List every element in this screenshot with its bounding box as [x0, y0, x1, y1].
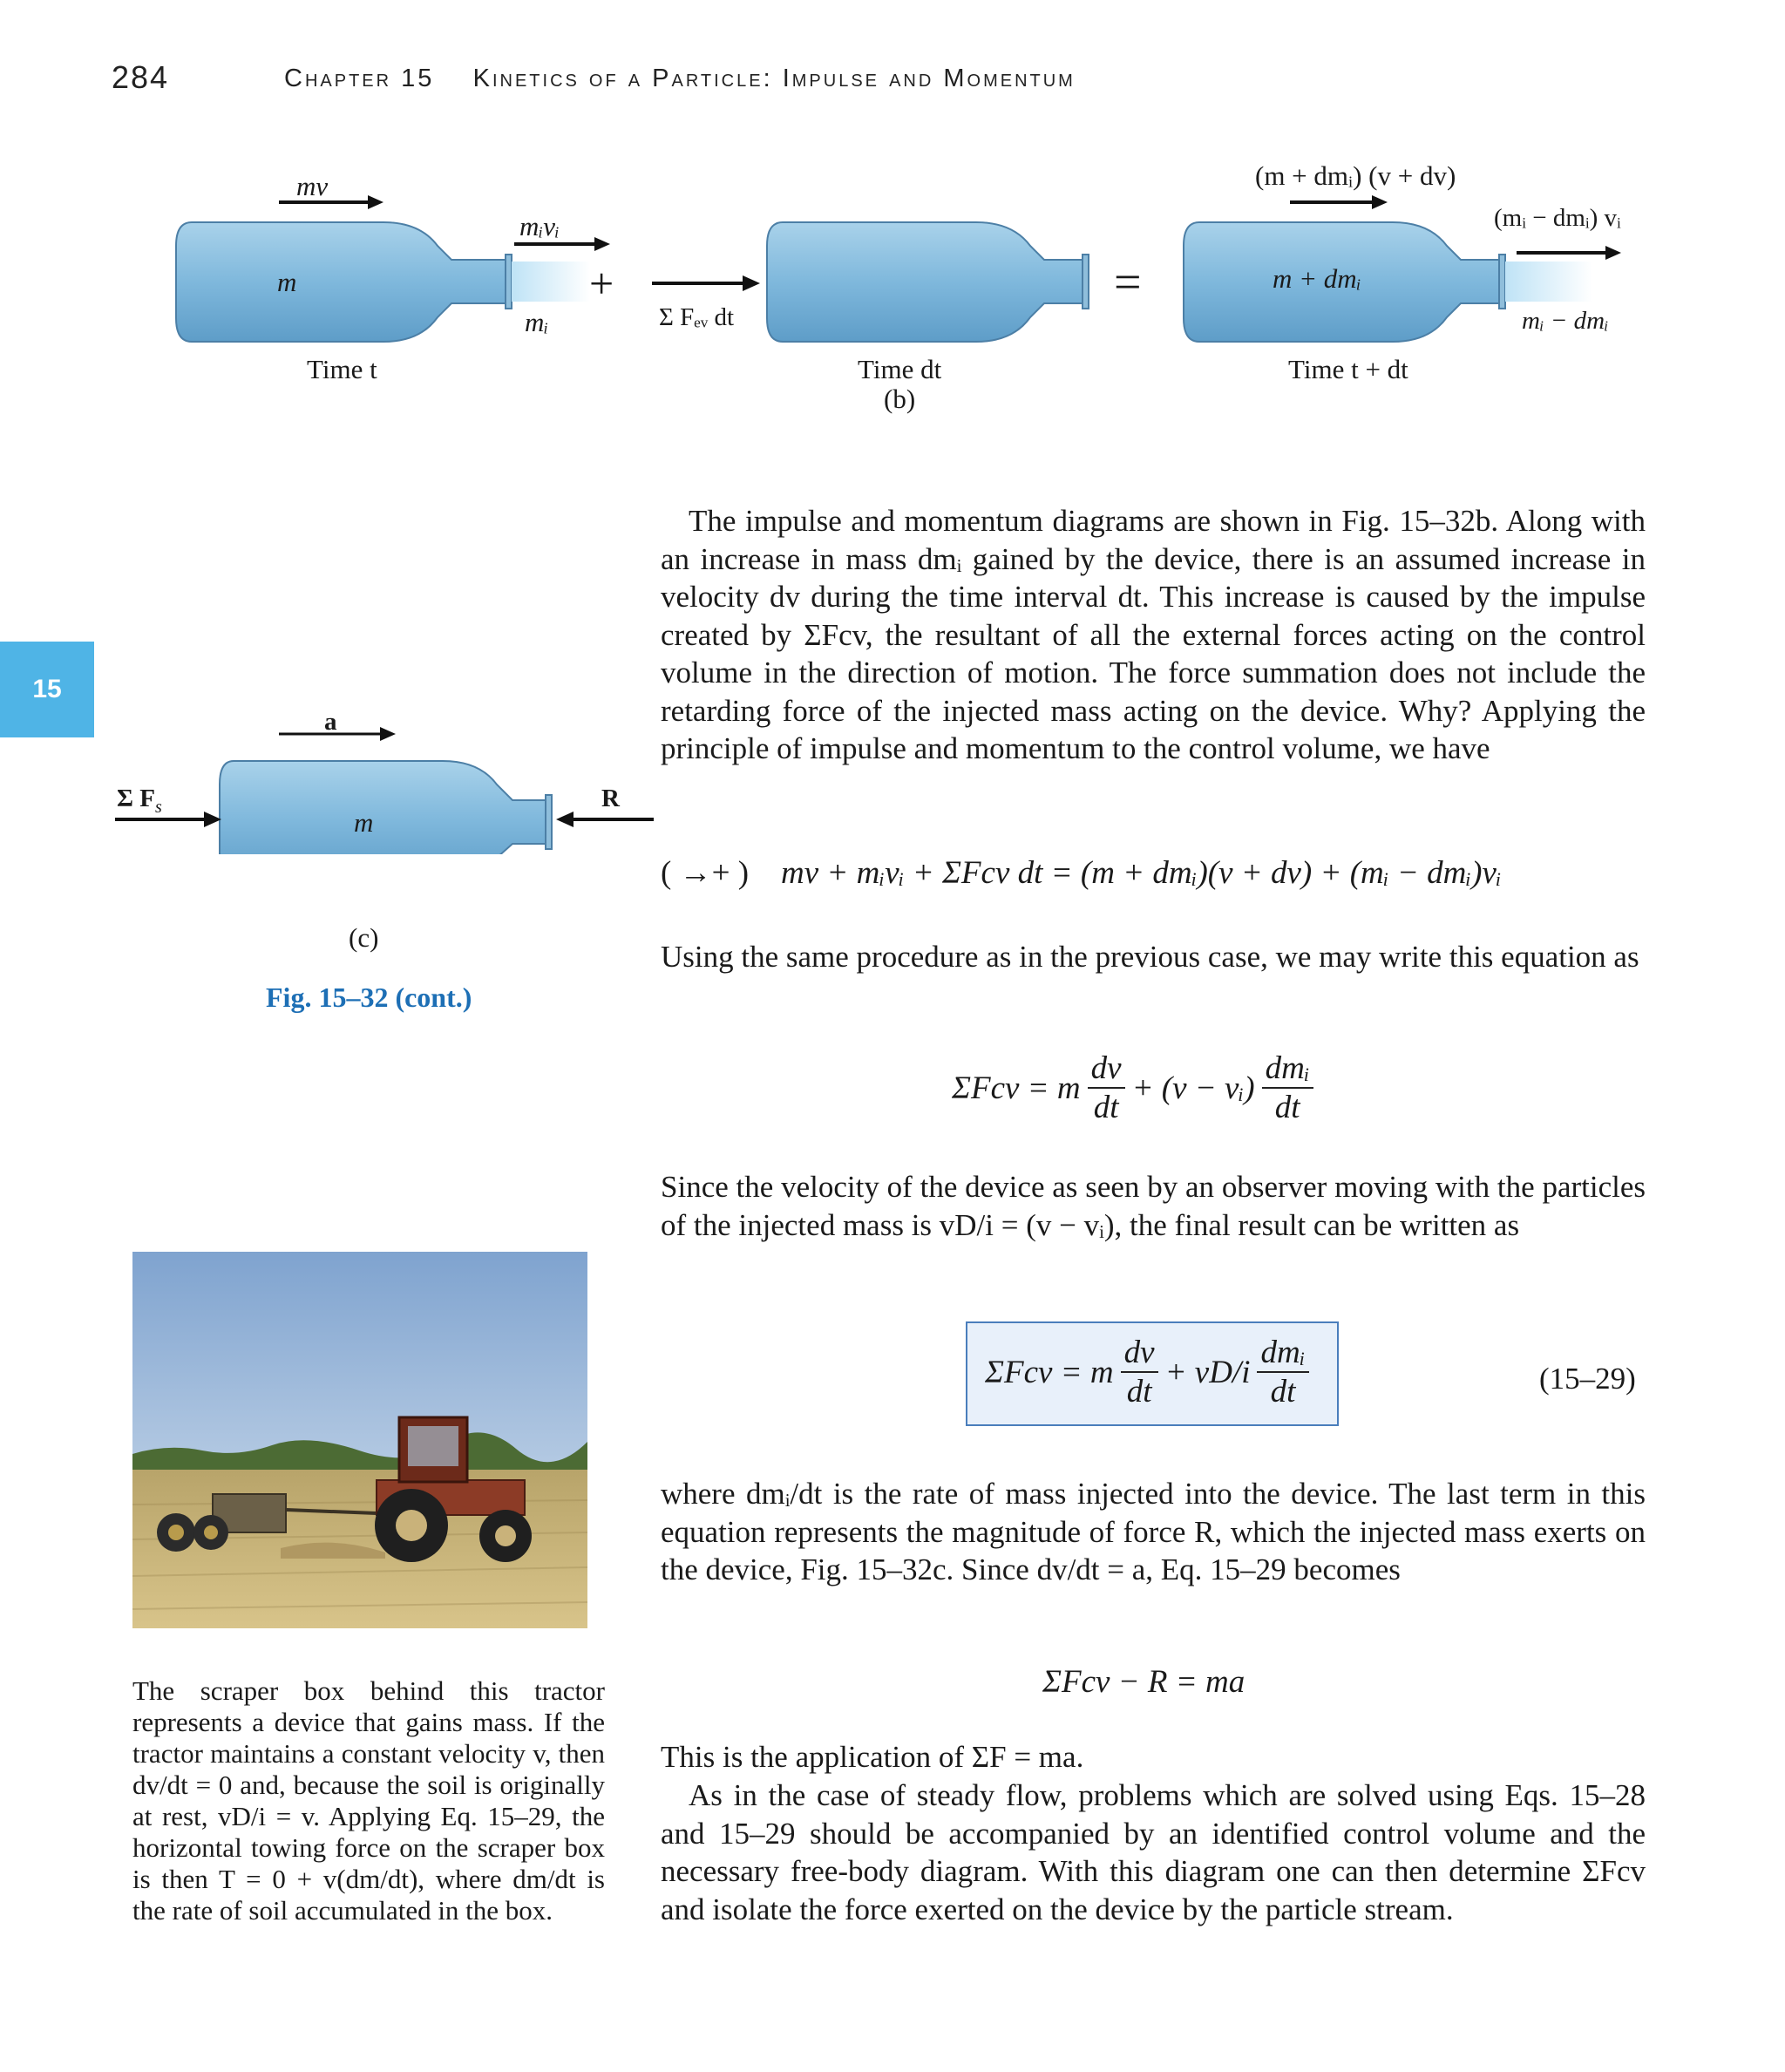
- paragraph-4: where dmᵢ/dt is the rate of mass injected into the device. The last term in this equation represents the magnitude of force R, which the injected mass exerts on the device, Fig. 15–32c. Since dv/dt = a, Eq. 15–29 becomes: [661, 1477, 1646, 1586]
- label-m-c: m: [354, 807, 374, 838]
- paragraph-5: This is the application of ΣF = ma.: [661, 1740, 1084, 1774]
- plus-sign: +: [589, 259, 614, 308]
- label-mi-minus-dmi: mᵢ − dmᵢ: [1522, 307, 1609, 335]
- equation-1: [661, 854, 1646, 892]
- chapter-title: Kinetics of a Particle: Impulse and Momentum: [472, 65, 1076, 92]
- eq2-mid: + (v − vᵢ): [1131, 1070, 1255, 1106]
- equals-sign: =: [1114, 255, 1142, 309]
- running-header: [284, 65, 1076, 93]
- label-mi-minus-dmi-vi: (mᵢ − dmᵢ) vᵢ: [1494, 204, 1621, 232]
- label-time-dt: Time dt: [858, 354, 942, 384]
- eq2-frac1: dv dt: [1088, 1050, 1125, 1126]
- eq2-frac2: dmᵢ dt: [1262, 1050, 1313, 1126]
- photo-caption: The scraper box behind this tractor represents a device that gains mass. If the tractor maintains a constant velocity v, then dv/dt = 0 and, because the soil is originally at rest, vD/i = v. Applying Eq. 15–29, the horizontal towing force on the scraper box is then T = 0 + v(dm/dt), where dm/dt is the rate of soil accumulated in the box.: [132, 1675, 605, 1926]
- label-mivi: mᵢvᵢ: [519, 211, 560, 241]
- eq3-mid: + vD/i: [1164, 1354, 1251, 1390]
- label-time-t: Time t: [307, 354, 377, 384]
- equation-3: [985, 1328, 1309, 1416]
- label-b: (b): [884, 384, 916, 414]
- label-R: R: [601, 785, 620, 812]
- equation-4: ΣFcv − R = ma: [1042, 1664, 1245, 1700]
- label-m-plus-dmi: m + dmᵢ: [1273, 263, 1361, 294]
- device-time-dt: [767, 222, 1089, 342]
- eq3-frac2: dmᵢ dt: [1257, 1334, 1308, 1410]
- label-mi: mᵢ: [525, 307, 549, 337]
- label-c: (c): [349, 922, 379, 953]
- figure-b-diagram: [105, 148, 1656, 445]
- eq2-lhs: ΣFcv = m: [952, 1070, 1081, 1106]
- paragraph-2: Using the same procedure as in the previous case, we may write this equation as: [661, 940, 1639, 974]
- label-a: a: [324, 708, 337, 736]
- eq3-lhs: ΣFcv = m: [985, 1354, 1114, 1390]
- chapter-label: Chapter 15: [284, 65, 435, 92]
- label-sum-fs: Σ $F_s$: [117, 785, 162, 817]
- eq3-frac1: dv dt: [1121, 1334, 1158, 1410]
- label-m-left: m: [277, 267, 297, 297]
- equation-number: (15–29): [1539, 1362, 1636, 1396]
- tractor-photo: [132, 1252, 587, 1628]
- equation-1-body: mv + mᵢvᵢ + ΣFcv dt = (m + dmᵢ)(v + dv) + (mᵢ − dmᵢ)vᵢ: [781, 855, 1502, 891]
- paragraph-3: Since the velocity of the device as seen by an observer moving with the particles of the injected mass is vD/i = (v − vᵢ), the final result can be written as: [661, 1170, 1646, 1242]
- equation-2: [952, 1044, 1313, 1131]
- page-number: 284: [112, 59, 170, 95]
- figure-caption: Fig. 15–32 (cont.): [266, 982, 472, 1013]
- label-m-plus-dmi-v-plus-dv: (m + dmᵢ) (v + dv): [1255, 160, 1456, 191]
- label-sum-fcv-dt: Σ Fₑᵥ dt: [659, 303, 735, 331]
- figure-c-diagram: [105, 715, 671, 854]
- paragraph-1: The impulse and momentum diagrams are shown in Fig. 15–32b. Along with an increase in mass dmᵢ gained by the device, there is an assumed increase in velocity dv during the time interval dt. This increase is caused by the impulse created by ΣFcv, the resultant of all the external forces acting on the control volume in the direction of motion. The force summation does not include the retarding force of the injected mass acting on the device. Why? Applying the principle of impulse and momentum to the control volume, we have: [661, 504, 1646, 765]
- direction-sign: ( →+ ): [661, 855, 750, 891]
- chapter-tab: 15: [0, 642, 94, 737]
- label-time-t-plus-dt: Time t + dt: [1288, 354, 1408, 384]
- paragraph-6: As in the case of steady flow, problems which are solved using Eqs. 15–28 and 15–29 should be accompanied by an identified control volume and the necessary free-body diagram. With this diagram one can then determine ΣFcv and isolate the force exerted on the device by the particle stream.: [661, 1778, 1646, 1926]
- label-mv: mv: [296, 171, 329, 201]
